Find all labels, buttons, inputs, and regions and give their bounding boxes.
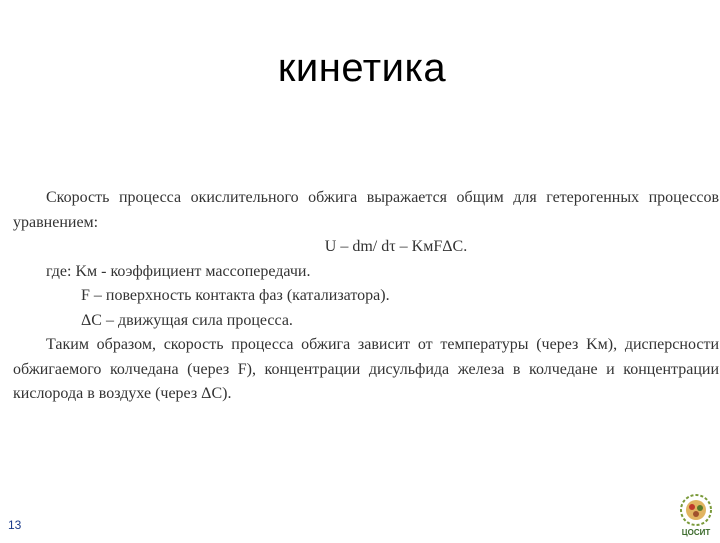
page-number: 13 bbox=[8, 518, 22, 532]
svg-text:ЦОСИТ: ЦОСИТ bbox=[681, 528, 711, 537]
definition-km: где: Kм - коэффициент массопередачи. bbox=[46, 262, 311, 280]
paragraph-line: обжигаемого колчедана (через F), концентрации дисульфида железа в колчедане и концентрации bbox=[13, 360, 719, 378]
definition-dc: ΔC – движущая сила процесса. bbox=[81, 311, 293, 329]
paragraph-line: Скорость процесса окислительного обжига выражается общим для гетерогенных процессов bbox=[46, 189, 719, 206]
paragraph-line: уравнением: bbox=[13, 213, 99, 231]
rate-equation: U – dm/ dτ – KмFΔC. bbox=[324, 238, 468, 255]
slide-title: кинетика bbox=[277, 46, 447, 90]
body-text bbox=[13, 186, 719, 407]
paragraph-line: Таким образом, скорость процесса обжига зависит от температуры (через Kм), дисперсности bbox=[46, 336, 719, 353]
definition-f: F – поверхность контакта фаз (катализатора). bbox=[81, 287, 390, 304]
paragraph-line: кислорода в воздухе (через ΔC). bbox=[13, 385, 232, 402]
institute-logo-icon bbox=[672, 490, 720, 538]
